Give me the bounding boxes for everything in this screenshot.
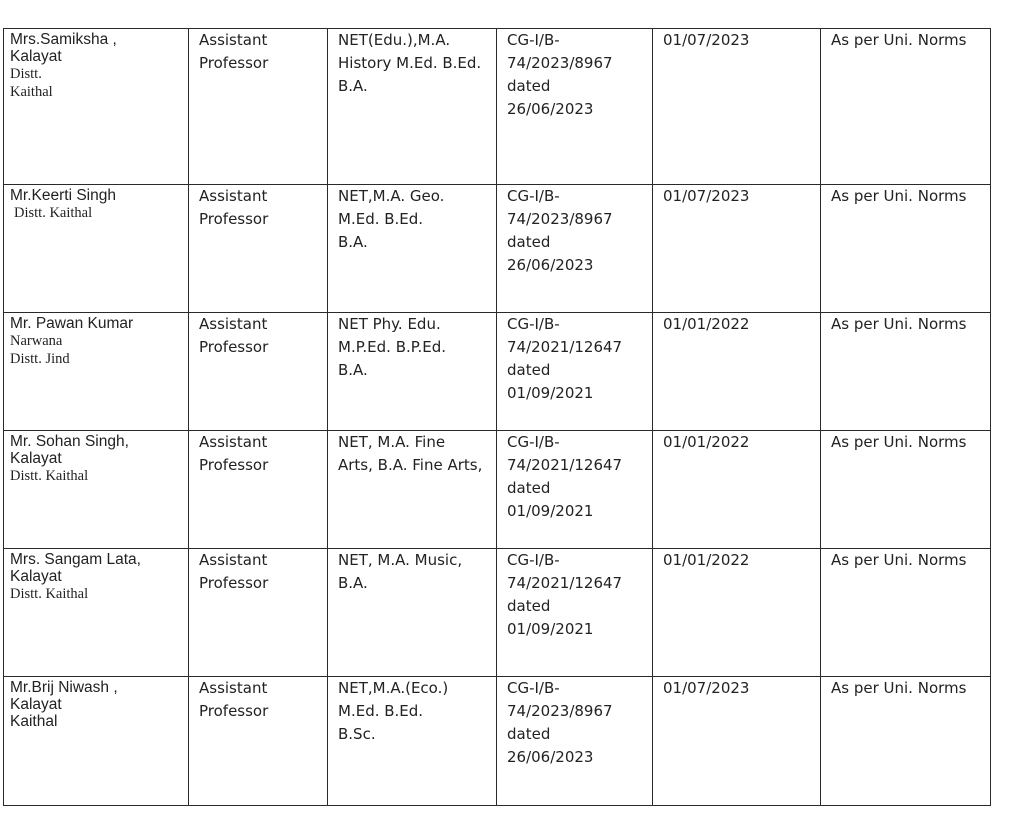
pay-cell: As per Uni. Norms xyxy=(821,677,991,806)
address-line: Kaithal xyxy=(10,84,53,100)
letter-line: 26/06/2023 xyxy=(507,100,594,118)
qualification-line: NET(Edu.),M.A. xyxy=(338,31,451,49)
letter-line: 01/09/2021 xyxy=(507,620,594,638)
letter-line: 74/2021/12647 xyxy=(507,574,623,592)
name-line: Mrs.Samiksha , xyxy=(10,31,117,48)
designation-cell xyxy=(189,29,328,185)
designation-line: Assistant xyxy=(199,31,268,49)
qualification-line: NET Phy. Edu. xyxy=(338,315,441,333)
name-line: Mr. Pawan Kumar xyxy=(10,315,134,332)
letter-line: CG-I/B- xyxy=(507,31,560,49)
letter-line: 74/2023/8967 xyxy=(507,210,613,228)
qualification-line: M.Ed. B.Ed. xyxy=(338,210,424,228)
table-row xyxy=(4,185,991,313)
letter-line: 74/2021/12647 xyxy=(507,456,623,474)
letter-line: 26/06/2023 xyxy=(507,748,594,766)
letter-line: CG-I/B- xyxy=(507,551,560,569)
letter-line: CG-I/B- xyxy=(507,433,560,451)
letter-line: dated xyxy=(507,597,551,615)
name-line: Kalayat xyxy=(10,696,62,713)
pay-cell: As per Uni. Norms xyxy=(821,549,991,677)
qualification-line: B.A. xyxy=(338,574,368,592)
letter-line: dated xyxy=(507,233,551,251)
letter-line: 74/2021/12647 xyxy=(507,338,623,356)
qualification-line: NET, M.A. Fine xyxy=(338,433,446,451)
designation-line: Assistant xyxy=(199,433,268,451)
address-line: Distt. Jind xyxy=(10,351,70,367)
date-cell: 01/07/2023 xyxy=(653,185,821,313)
designation-line: Professor xyxy=(199,338,269,356)
qualification-line: History M.Ed. B.Ed. xyxy=(338,54,482,72)
table-row xyxy=(4,431,991,549)
name-line: Mrs. Sangam Lata, xyxy=(10,551,141,568)
letter-line: CG-I/B- xyxy=(507,315,560,333)
designation-line: Assistant xyxy=(199,679,268,697)
appointments-table xyxy=(3,28,991,806)
letter-line: dated xyxy=(507,479,551,497)
designation-line: Assistant xyxy=(199,187,268,205)
name-line: Kalayat xyxy=(10,450,62,467)
qualification-cell xyxy=(328,185,497,313)
letter-line: CG-I/B- xyxy=(507,187,560,205)
name-cell xyxy=(4,29,189,185)
name-line: Kalayat xyxy=(10,48,62,65)
designation-cell xyxy=(189,313,328,431)
qualification-cell xyxy=(328,29,497,185)
designation-line: Assistant xyxy=(199,551,268,569)
name-cell xyxy=(4,185,189,313)
letter-line: dated xyxy=(507,725,551,743)
qualification-line: NET, M.A. Music, xyxy=(338,551,463,569)
designation-cell xyxy=(189,549,328,677)
name-cell xyxy=(4,677,189,806)
qualification-line: M.Ed. B.Ed. xyxy=(338,702,424,720)
letter-cell xyxy=(497,185,653,313)
qualification-line: Arts, B.A. Fine Arts, xyxy=(338,456,483,474)
date-cell: 01/01/2022 xyxy=(653,431,821,549)
letter-line: dated xyxy=(507,77,551,95)
name-line: Mr.Keerti Singh xyxy=(10,187,116,204)
designation-line: Assistant xyxy=(199,315,268,333)
letter-line: 26/06/2023 xyxy=(507,256,594,274)
designation-line: Professor xyxy=(199,210,269,228)
designation-line: Professor xyxy=(199,54,269,72)
address-line: Distt. xyxy=(10,66,42,82)
letter-cell xyxy=(497,29,653,185)
table-row xyxy=(4,29,991,185)
letter-line: 01/09/2021 xyxy=(507,502,594,520)
name-line: Mr.Brij Niwash , xyxy=(10,679,118,696)
pay-cell: As per Uni. Norms xyxy=(821,431,991,549)
name-cell xyxy=(4,313,189,431)
address-line: Distt. Kaithal xyxy=(14,205,93,221)
qualification-cell xyxy=(328,313,497,431)
designation-cell xyxy=(189,677,328,806)
letter-line: dated xyxy=(507,361,551,379)
qualification-cell xyxy=(328,431,497,549)
designation-cell xyxy=(189,185,328,313)
table-row xyxy=(4,313,991,431)
pay-cell: As per Uni. Norms xyxy=(821,29,991,185)
qualification-line: B.A. xyxy=(338,361,368,379)
date-cell: 01/07/2023 xyxy=(653,677,821,806)
designation-line: Professor xyxy=(199,574,269,592)
letter-cell xyxy=(497,431,653,549)
designation-line: Professor xyxy=(199,702,269,720)
date-cell: 01/01/2022 xyxy=(653,313,821,431)
name-line: Kalayat xyxy=(10,568,62,585)
qualification-line: B.A. xyxy=(338,233,368,251)
qualification-line: B.A. xyxy=(338,77,368,95)
pay-cell: As per Uni. Norms xyxy=(821,313,991,431)
name-line: Mr. Sohan Singh, xyxy=(10,433,129,450)
designation-line: Professor xyxy=(199,456,269,474)
letter-line: 74/2023/8967 xyxy=(507,702,613,720)
letter-line: 01/09/2021 xyxy=(507,384,594,402)
letter-line: CG-I/B- xyxy=(507,679,560,697)
qualification-cell xyxy=(328,549,497,677)
qualification-line: NET,M.A. Geo. xyxy=(338,187,445,205)
name-cell xyxy=(4,431,189,549)
table-row xyxy=(4,549,991,677)
letter-cell xyxy=(497,313,653,431)
date-cell: 01/07/2023 xyxy=(653,29,821,185)
letter-line: 74/2023/8967 xyxy=(507,54,613,72)
letter-cell xyxy=(497,677,653,806)
table-row xyxy=(4,677,991,806)
qualification-line: M.P.Ed. B.P.Ed. xyxy=(338,338,447,356)
name-cell xyxy=(4,549,189,677)
qualification-line: NET,M.A.(Eco.) xyxy=(338,679,449,697)
letter-cell xyxy=(497,549,653,677)
qualification-line: B.Sc. xyxy=(338,725,376,743)
name-line: Kaithal xyxy=(10,713,58,730)
pay-cell: As per Uni. Norms xyxy=(821,185,991,313)
date-cell: 01/01/2022 xyxy=(653,549,821,677)
address-line: Distt. Kaithal xyxy=(10,468,89,484)
designation-cell xyxy=(189,431,328,549)
address-line: Distt. Kaithal xyxy=(10,586,89,602)
address-line: Narwana xyxy=(10,333,63,349)
qualification-cell xyxy=(328,677,497,806)
